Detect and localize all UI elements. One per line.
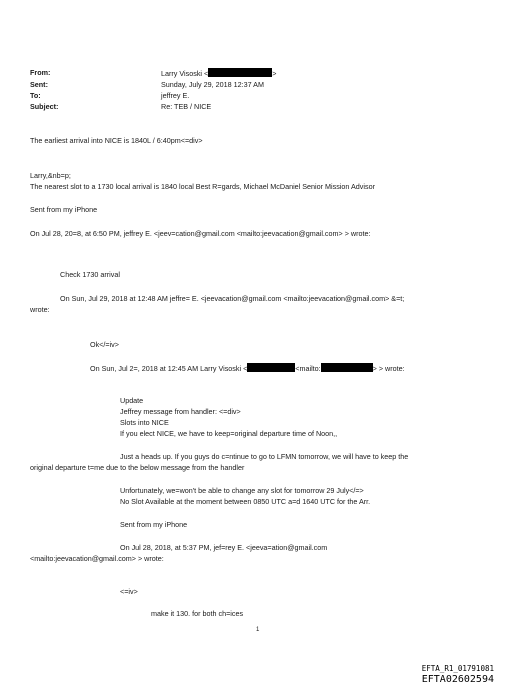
quote-jul2-start: On Sun, Jul 2=, 2018 at 12:45 AM Larry Visoski <: [90, 364, 248, 373]
body-line-unfortunately: Unfortunately, we=won't be able to change any slot for tomorrow 29 July</=>: [120, 486, 364, 495]
body-line-no-slot: No Slot Available at the moment between 0850 UTC a=d 1640 UTC for the Arr.: [120, 497, 371, 506]
body-line-quote-jul2: [90, 363, 405, 373]
body-line-quote-jul28: On Jul 28, 20=8, at 6:50 PM, jeffrey E. <jeev=cation@gmail.com <mailto:jeevacation@gmail.com> > wrote:: [30, 229, 371, 238]
body-line-greeting: Larry,&nb=p;: [30, 171, 71, 180]
body-line-check: Check 1730 arrival: [60, 270, 120, 279]
subject-value: Re: TEB / NICE: [161, 102, 212, 111]
body-line-heads-up: Just a heads up. If you guys do c=ntinue to go to LFMN tomorrow, we will have to keep the: [120, 452, 409, 461]
body-line-quote-jul29: On Sun, Jul 29, 2018 at 12:48 AM jeffre= E. <jeevacation@gmail.com <mailto:jeevacation@gmail.com> &=t;: [60, 294, 405, 303]
body-line-update: Update: [120, 396, 144, 405]
body-line-sent-iphone-2: Sent from my iPhone: [120, 520, 188, 529]
subject-label: Subject:: [30, 102, 59, 111]
body-line-if-elect: If you elect NICE, we have to keep=original departure time of Noon,,: [120, 429, 338, 438]
to-value: jeffrey E.: [161, 91, 190, 100]
from-sender: Larry Visoski <: [161, 69, 209, 78]
body-line-slots: Slots into NICE: [120, 418, 169, 427]
to-label: To:: [30, 91, 41, 100]
quote-jul2-mailto: <mailto:: [295, 364, 321, 373]
body-line-heads-up-cont: original departure t=me due to the below message from the handler: [30, 463, 245, 472]
redaction-box: [247, 363, 295, 372]
body-line-nearest: The nearest slot to a 1730 local arrival is 1840 local Best R=gards, Michael McDaniel Senior Mission Advisor: [30, 182, 375, 191]
body-line-make-it: make it 130. for both ch=ices: [151, 609, 244, 618]
sent-value: Sunday, July 29, 2018 12:37 AM: [161, 80, 264, 89]
bates-number-small: EFTA_R1_01791081: [421, 664, 494, 673]
from-value: [161, 68, 276, 78]
body-line-quote-jul28-537-cont: <mailto:jeevacation@gmail.com> > wrote:: [30, 554, 164, 563]
body-line-jeffrey-msg: Jeffrey message from handler: <=div>: [120, 407, 241, 416]
body-line-iv: <=iv>: [120, 587, 138, 596]
body-line-ok: Ok</=iv>: [90, 340, 119, 349]
body-line-sent-iphone: Sent from my iPhone: [30, 205, 98, 214]
from-sender-end: >: [272, 69, 277, 78]
from-label: From:: [30, 68, 51, 77]
quote-jul2-end: > > wrote:: [372, 364, 405, 373]
page-number: 1: [256, 627, 260, 633]
body-line-quote-jul28-537: On Jul 28, 2018, at 5:37 PM, jef=rey E. <jeeva=ation@gmail.com: [120, 543, 328, 552]
redaction-box: [321, 363, 373, 372]
body-line-wrote: wrote:: [30, 305, 50, 314]
body-line-earliest: The earliest arrival into NICE is 1840L / 6:40pm<=div>: [30, 136, 203, 145]
redaction-box: [208, 68, 272, 77]
sent-label: Sent:: [30, 80, 48, 89]
bates-number-large: EFTA02602594: [421, 674, 494, 685]
